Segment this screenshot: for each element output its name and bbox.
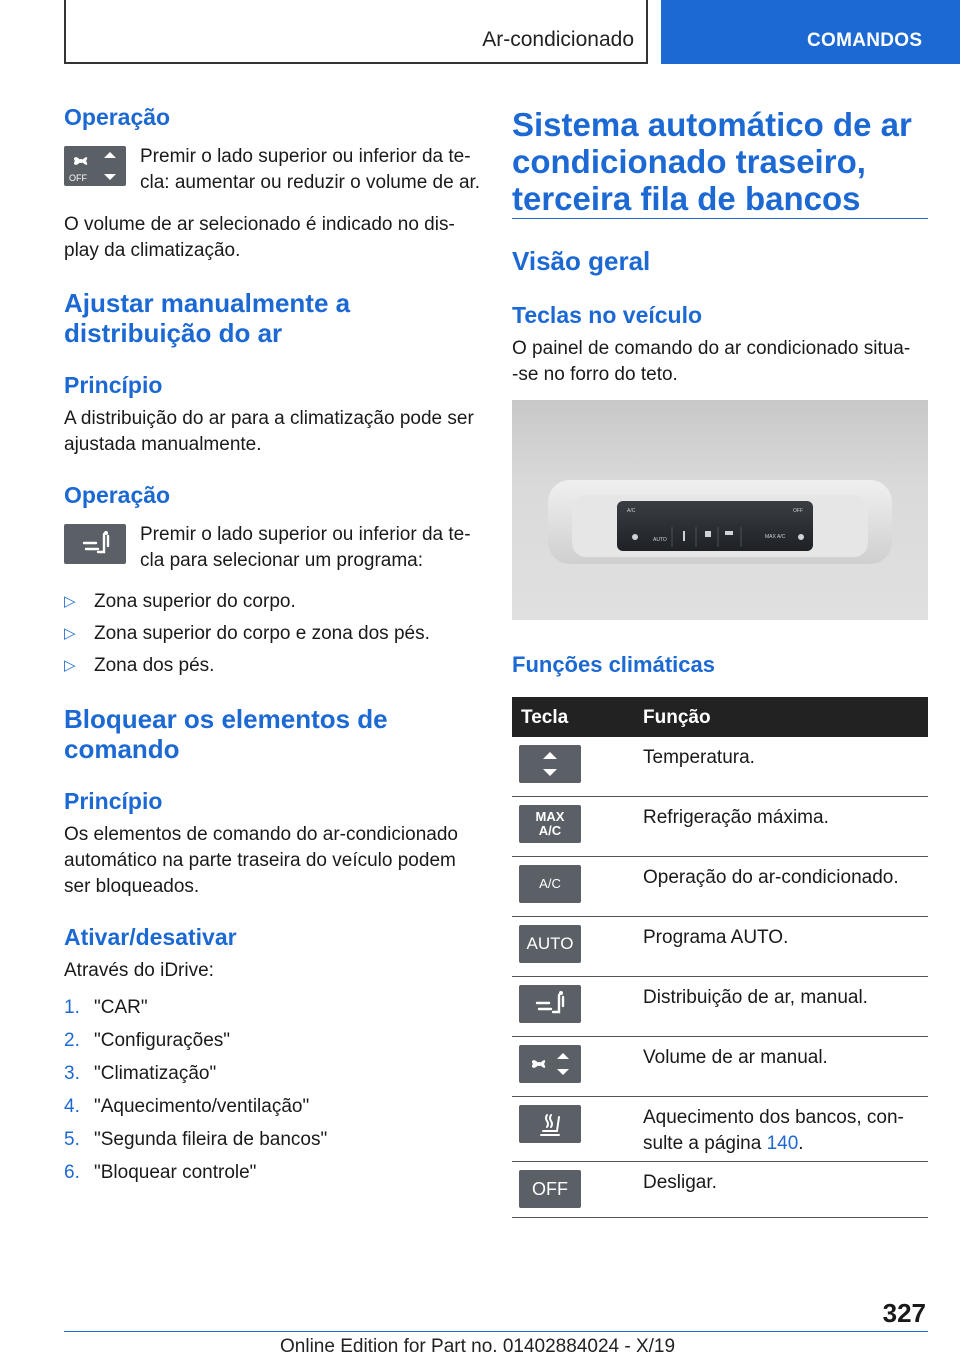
principio-2-line3: ser bloqueados. [64,876,200,897]
heading-visao-geral: Visão geral [512,246,651,276]
header-section-box [64,0,648,64]
ceiling-control-panel-photo [512,400,928,620]
step-text: "Bloquear controle" [94,1162,257,1183]
function-text: Operação do ar-condicionado. [643,867,899,888]
bullet-text: Zona superior do corpo. [94,591,296,612]
step-number: 3. [64,1063,80,1084]
temperature-arrows-icon [519,745,581,783]
section-title-line2: condicionado traseiro, [512,143,866,180]
step-text: "Aquecimento/ventilação" [94,1096,310,1117]
step-number: 2. [64,1030,80,1051]
bullet-triangle-icon: ▷ [64,625,76,642]
heading-bloquear-line1: Bloquear os elementos de [64,704,388,734]
photo-auto-label: AUTO [653,537,667,543]
seat-heating-icon [519,1105,581,1143]
bullet-triangle-icon: ▷ [64,593,76,610]
off-icon: OFF [519,1170,581,1208]
function-text: Refrigeração máxima. [643,807,829,828]
heading-funcoes-climaticas: Funções climáticas [512,652,715,677]
heading-ajustar-line2: distribuição do ar [64,318,283,348]
op1-text-line1: Premir o lado superior ou inferior da te- [140,146,471,167]
table-header [512,697,928,737]
footer-edition-text: Online Edition for Part no. 01402884024 - X/19 [280,1336,676,1357]
function-text-end: . [798,1133,804,1154]
principio-2-line1: Os elementos de comando do ar-condicionado [64,824,458,845]
page-number: 327 [882,1298,926,1328]
function-text-cont: sulte a página [643,1133,767,1154]
ac-icon: A/C [519,865,581,903]
function-text-multiline [643,1105,923,1157]
col-header-funcao: Função [643,707,711,728]
step-text: "Segunda fileira de bancos" [94,1129,328,1150]
air-distribution-button-icon [64,524,126,564]
volume-text-line2: play da climatização. [64,240,241,261]
section-title-line3: terceira fila de bancos [512,180,861,217]
header-chapter-tab[interactable] [661,0,960,64]
footer-rule [64,1331,928,1332]
heading-ativar-desativar: Ativar/desativar [64,924,237,950]
op2-text-line2: cla para selecionar um programa: [140,550,424,571]
table-row [512,1037,928,1097]
photo-off-label: OFF [793,508,803,514]
air-distribution-icon [519,985,581,1023]
table-row [512,977,928,1037]
photo-maxac-label: MAX A/C [765,534,786,540]
function-text: Desligar. [643,1172,717,1193]
heading-operacao-1: Operação [64,104,171,130]
step-text: "CAR" [94,997,148,1018]
col-header-tecla: Tecla [521,707,569,728]
heading-principio-1: Princípio [64,372,163,398]
header-chapter-label: COMANDOS [807,30,923,51]
heading-operacao-2: Operação [64,482,171,508]
header-section-title: Ar-condicionado [482,28,634,51]
step-number: 1. [64,997,80,1018]
table-row [512,917,928,977]
heading-principio-2: Princípio [64,788,163,814]
heading-bloquear-line2: comando [64,734,180,764]
bullet-text: Zona dos pés. [94,655,215,676]
function-text: Aquecimento dos bancos, con- [643,1107,904,1128]
step-number: 6. [64,1162,80,1183]
step-text: "Climatização" [94,1063,217,1084]
function-text: Volume de ar manual. [643,1047,828,1068]
table-row [512,1097,928,1162]
volume-text-line1: O volume de ar selecionado é indicado no dis- [64,214,455,235]
fan-volume-icon [519,1045,581,1083]
step-text: "Configurações" [94,1030,231,1051]
section-title-line1: Sistema automático de ar [512,106,912,143]
step-number: 4. [64,1096,80,1117]
heading-ajustar-line1: Ajustar manualmente a [64,288,351,318]
page-reference-link[interactable]: 140 [766,1133,799,1154]
table-row [512,737,928,797]
table-row [512,1162,928,1218]
function-text: Temperatura. [643,747,755,768]
via-idrive-text: Através do iDrive: [64,960,214,981]
principio-1-line2: ajustada manualmente. [64,434,262,455]
table-row [512,857,928,917]
bullet-text: Zona superior do corpo e zona dos pés. [94,623,430,644]
photo-ac-label: A/C [627,508,636,514]
bullet-triangle-icon: ▷ [64,657,76,674]
op1-text-line2: cla: aumentar ou reduzir o volume de ar. [140,172,481,193]
op2-text-line1: Premir o lado superior ou inferior da te- [140,524,471,545]
table-row [512,797,928,857]
panel-control-unit [617,501,813,551]
principio-1-line1: A distribuição do ar para a climatização pode ser [64,408,474,429]
function-text: Programa AUTO. [643,927,789,948]
heading-teclas-veiculo: Teclas no veículo [512,302,703,328]
keys-text-line1: O painel de comando do ar condicionado situa- [512,338,911,359]
title-underline [512,218,928,219]
step-number: 5. [64,1129,80,1150]
principio-2-line2: automático na parte traseira do veículo podem [64,850,456,871]
keys-text-line2: -se no forro do teto. [512,364,678,385]
max-ac-icon: MAX A/C [519,805,581,843]
function-text: Distribuição de ar, manual. [643,987,868,1008]
auto-icon: AUTO [519,925,581,963]
fan-volume-button-icon [64,146,126,186]
off-mini-label: OFF [69,173,87,183]
